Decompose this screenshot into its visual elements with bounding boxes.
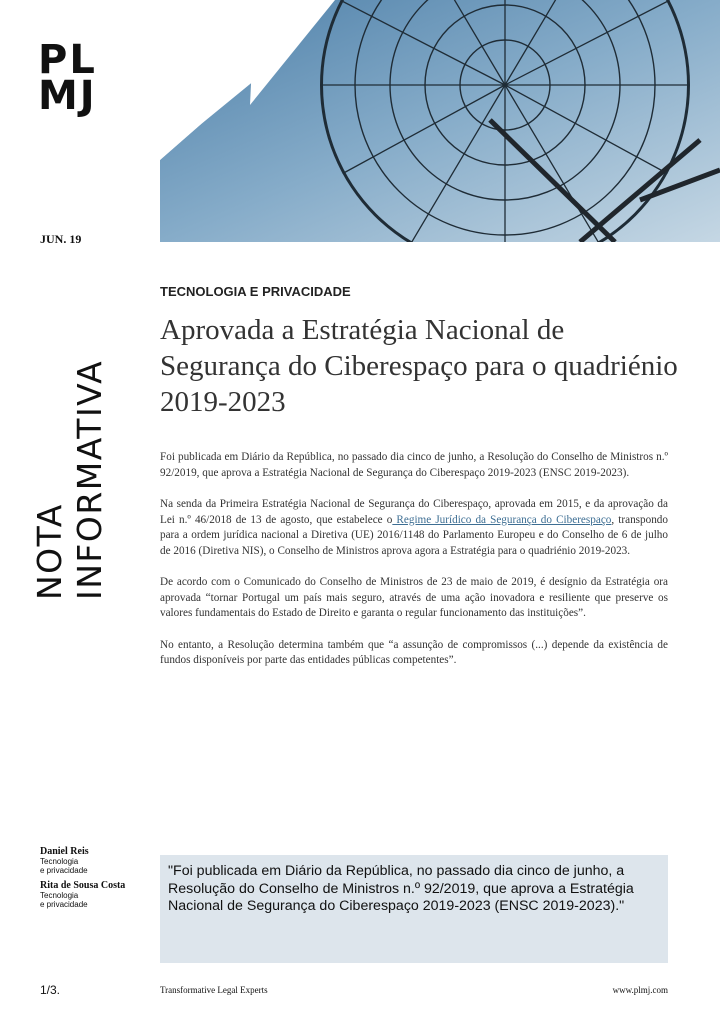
paragraph-2-text-after: , transpondo para a ordem jurídica nacional a Diretiva (UE) 2016/1148 do Parlamento Europeu e do Conselho de 6 de julho de 2016 (Diretiva NIS), o Conselho de Ministros aprova agora a Estratégia para o quadriénio 2019-2023. xyxy=(160,513,668,557)
article-body xyxy=(160,450,668,685)
author-department xyxy=(40,857,150,875)
author-department xyxy=(40,891,150,909)
paragraph-4: No entanto, a Resolução determina também que “a assunção de compromissos (...) depende da existência de fundos disponíveis por parte das entidades públicas competentes”. xyxy=(160,638,668,666)
authors-list xyxy=(40,846,150,914)
paragraph-2-text-before: Na senda da Primeira Estratégia Nacional de Segurança do Ciberespaço, aprovada em 2015, e da aprovação da Lei n.º 46/2018 de 13 de agosto, que estabelece o xyxy=(160,498,668,526)
regime-juridico-link[interactable]: Regime Jurídico da Segurança do Ciberespaço xyxy=(392,513,612,526)
pull-quote: "Foi publicada em Diário da República, no passado dia cinco de junho, a Resolução do Conselho de Ministros n.º 92/2019, que aprova a Estratégia Nacional de Segurança do Ciberespaço 2019-2023 (ENSC 2019-2023)." xyxy=(160,855,668,963)
footer-tagline: Transformative Legal Experts xyxy=(160,985,268,995)
logo-line-1: PL xyxy=(38,37,97,83)
author-name: Rita de Sousa Costa xyxy=(40,880,126,891)
plmj-logo xyxy=(38,37,97,119)
vertical-title-line-2: INFORMATIVA xyxy=(70,359,109,600)
paragraph-2 xyxy=(160,497,668,559)
category-label: TECNOLOGIA E PRIVACIDADE xyxy=(160,284,351,299)
author-department-line-2: e privacidade xyxy=(40,900,88,909)
vertical-title xyxy=(30,360,110,600)
page-number: 1/3. xyxy=(40,983,61,997)
author-department-line-2: e privacidade xyxy=(40,866,88,875)
headline: Aprovada a Estratégia Nacional de Segurança do Ciberespaço para o quadriénio 2019-2023 xyxy=(160,314,678,418)
author-department-line-1: Tecnologia xyxy=(40,891,79,900)
issue-date: JUN. 19 xyxy=(40,232,82,246)
paragraph-3: De acordo com o Comunicado do Conselho de Ministros de 23 de maio de 2019, é desígnio da Estratégia ora aprovada “tornar Portugal um país mais seguro, através de uma ação inovadora e resiliente que preserve os valores fundamentais do Estado de Direito e garanta o regular funcionamento das instituições”. xyxy=(160,576,668,619)
footer-website-link[interactable]: www.plmj.com xyxy=(612,985,668,995)
hero-image-satellite-dish xyxy=(160,0,720,242)
vertical-title-line-1: NOTA xyxy=(30,503,69,600)
paragraph-1: Foi publicada em Diário da República, no passado dia cinco de junho, a Resolução do Conselho de Ministros n.º 92/2019, que aprova a Estratégia Nacional de Segurança do Ciberespaço 2019-2023 (ENSC 2019-2023). xyxy=(160,451,668,479)
author-name: Daniel Reis xyxy=(40,846,89,857)
author-department-line-1: Tecnologia xyxy=(40,857,79,866)
logo-line-2: MJ xyxy=(38,73,97,119)
